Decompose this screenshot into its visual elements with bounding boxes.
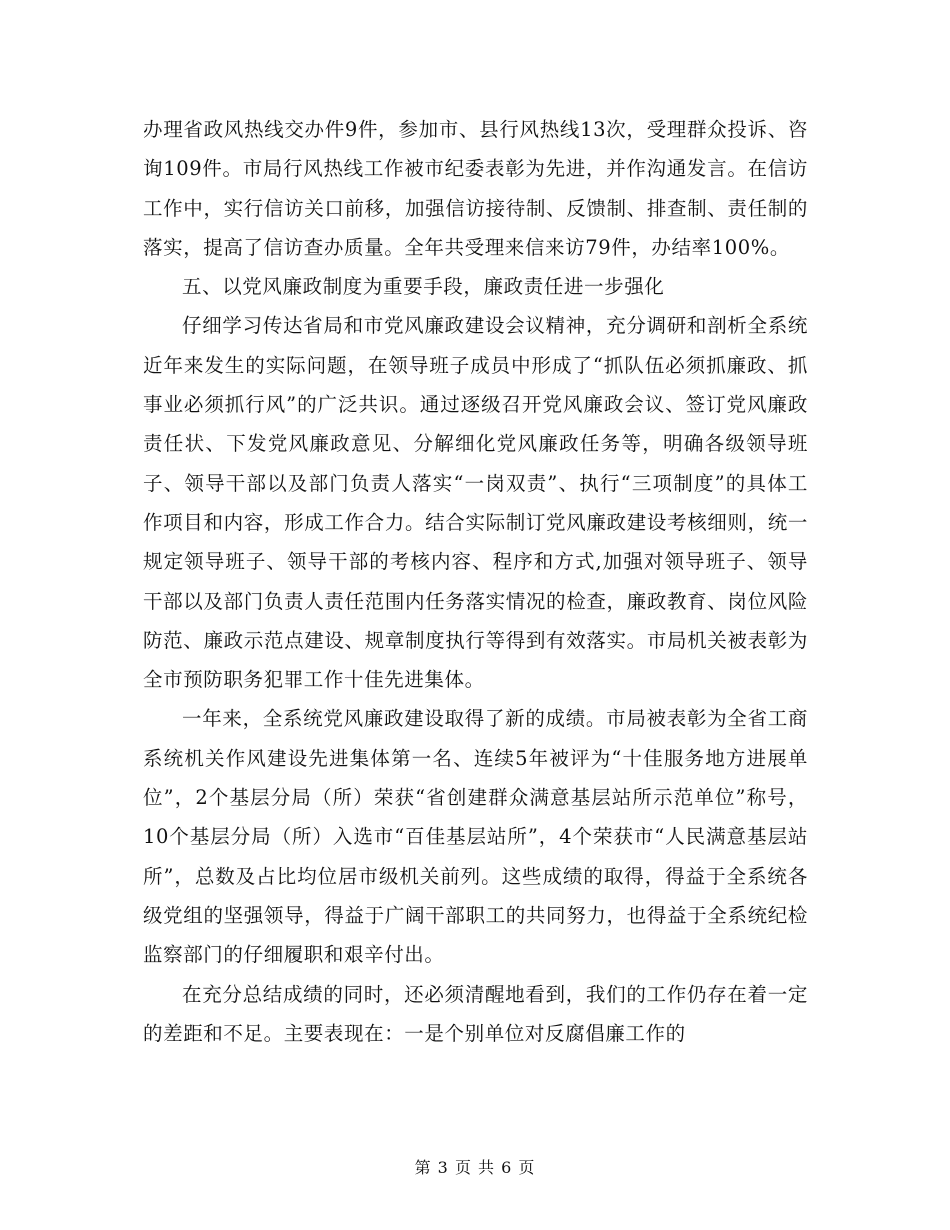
- paragraph-continuation: 办理省政风热线交办件9件，参加市、县行风热线13次，受理群众投诉、咨询109件。市局行风热线工作被市纪委表彰为先进，并作沟通发言。在信访工作中，实行信访关口前移，加强信访接待制、反馈制、排查制、责任制的落实，提高了信访查办质量。全年共受理来信来访79件，办结率100%。: [143, 118, 808, 259]
- page-number-footer: 第 3 页 共 6 页: [414, 1158, 536, 1177]
- paragraph: 仔细学习传达省局和市党风廉政建设会议精神，充分调研和剖析全系统近年来发生的实际问题，在领导班子成员中形成了“抓队伍必须抓廉政、抓事业必须抓行风”的广泛共识。通过逐级召开党风廉政会议、签订党风廉政责任状、下发党风廉政意见、分解细化党风廉政任务等，明确各级领导班子、领导干部以及部门负责人落实“一岗双责”、执行“三项制度”的具体工作项目和内容，形成工作合力。结合实际制订党风廉政建设考核细则，统一规定领导班子、领导干部的考核内容、程序和方式,加强对领导班子、领导干部以及部门负责人责任范围内任务落实情况的检查，廉政教育、岗位风险防范、廉政示范点建设、规章制度执行等得到有效落实。市局机关被表彰为全市预防职务犯罪工作十佳先进集体。: [143, 314, 808, 692]
- section-heading: 五、以党风廉政制度为重要手段，廉政责任进一步强化: [182, 275, 665, 299]
- document-body: [143, 110, 808, 1053]
- paragraph: 一年来，全系统党风廉政建设取得了新的成绩。市局被表彰为全省工商系统机关作风建设先进集体第一名、连续5年被评为“十佳服务地方进展单位”，2个基层分局（所）荣获“省创建群众满意基层站所示范单位”称号，10个基层分局（所）入选市“百佳基层站所”，4个荣获市“人民满意基层站所”，总数及占比均位居市级机关前列。这些成绩的取得，得益于全系统各级党组的坚强领导，得益于广阔干部职工的共同努力，也得益于全系统纪检监察部门的仔细履职和艰辛付出。: [143, 707, 808, 967]
- paragraph: 在充分总结成绩的同时，还必须清醒地看到，我们的工作仍存在着一定的差距和不足。主要表现在：一是个别单位对反腐倡廉工作的: [143, 982, 808, 1045]
